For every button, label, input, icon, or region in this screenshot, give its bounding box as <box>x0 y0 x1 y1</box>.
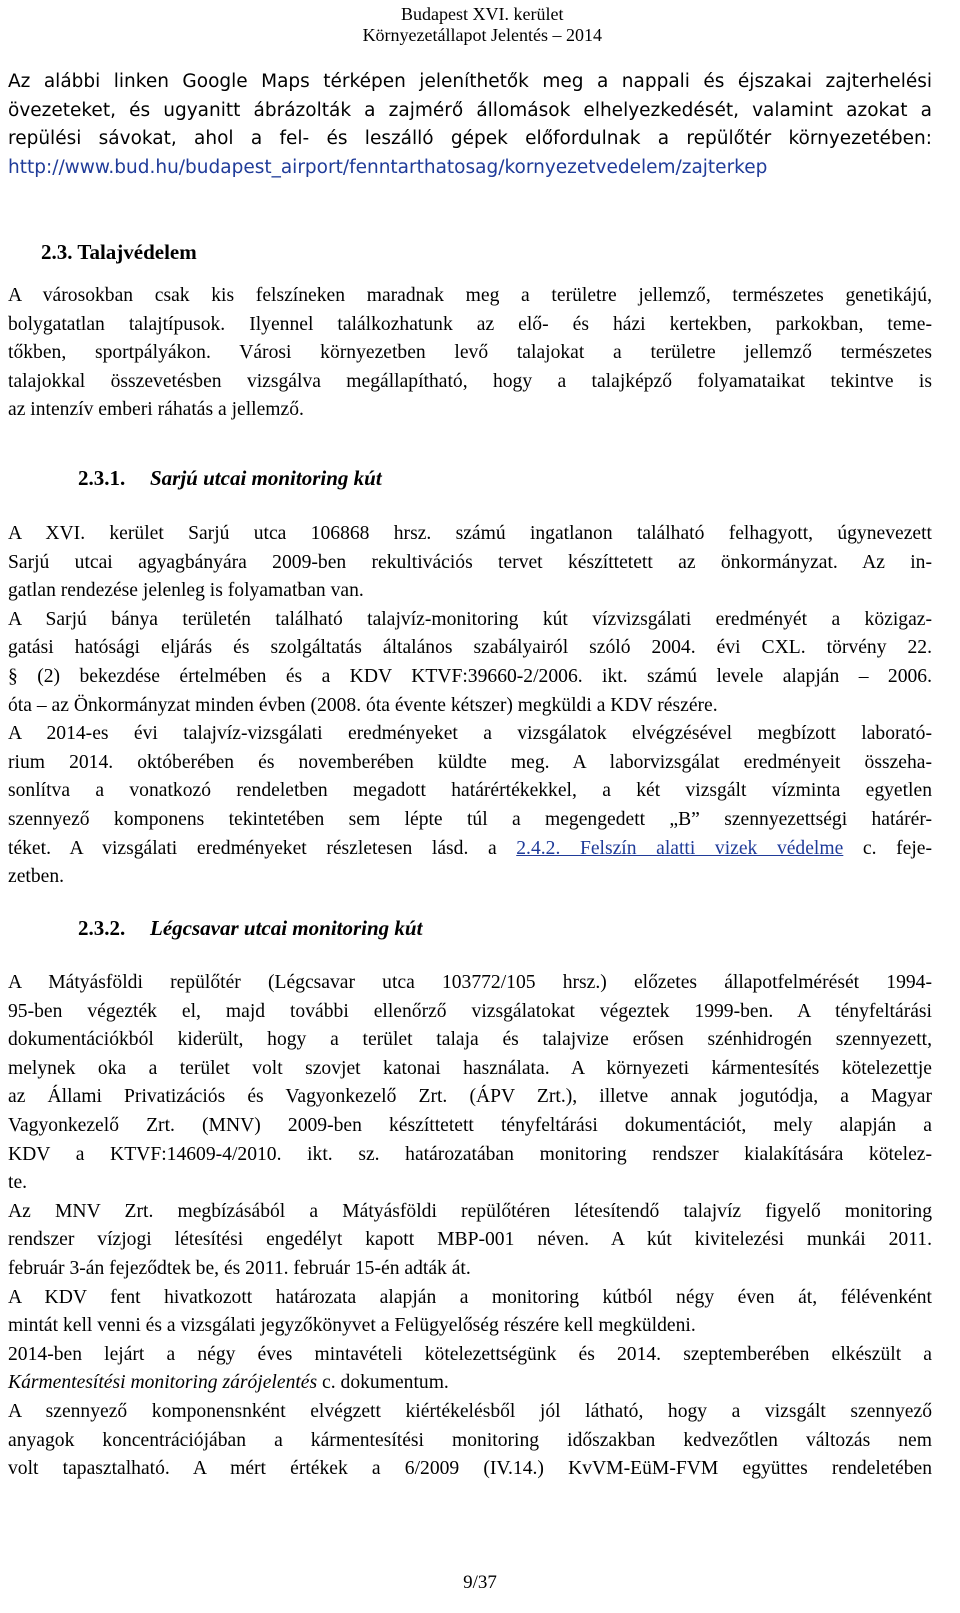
text-fragment: c. dokumentum. <box>317 1372 449 1394</box>
header-line-2: Környezetállapot Jelentés – 2014 <box>362 25 602 45</box>
text-line: óta – az Önkormányzat minden évben (2008. óta évente kétszer) megküldi a KDV részére. <box>8 694 718 716</box>
subsection-title: Légcsavar utcai monitoring kút <box>150 916 423 940</box>
text-line: volt tapasztalható. A mért értékek a 6/2009 (IV.14.) KvVM-EüM-FVM együttes rendeletében <box>8 1458 932 1480</box>
text-line: sonlítva a vonatkozó rendeletben megadott határértékekkel, a két vizsgált vízminta egyetlen <box>8 780 932 802</box>
text-line: Sarjú utcai agyagbányára 2009-ben rekultivációs tervet készíttetett az önkormányzat. Az in- <box>8 551 932 573</box>
document-title-italic: Kármentesítési monitoring zárójelentés <box>8 1372 318 1394</box>
text-line: rendszer vízjogi létesítési engedélyt kapott MBP-001 néven. A kút kivitelezési munkái 2011. <box>8 1229 932 1251</box>
talajvedelem-paragraph <box>8 282 932 425</box>
page-header <box>363 4 602 46</box>
noise-map-link[interactable]: http://www.bud.hu/budapest_airport/fenntarthatosag/kornyezetvedelem/zajterkep <box>8 156 768 178</box>
text-line: A Sarjú bánya területén található talajvíz-monitoring kút vízvizsgálati eredményét a közigaz- <box>8 608 932 630</box>
text-line: Az MNV Zrt. megbízásából a Mátyásföldi repülőtéren létesítendő talajvíz figyelő monitoring <box>8 1200 932 1222</box>
text-line: szennyező komponens tekintetében sem lépte túl a megengedett „B” szennyezettségi határér- <box>8 808 932 830</box>
section-heading-talajvedelem: 2.3. Talajvédelem <box>41 240 197 264</box>
subsection-number: 2.3.2. <box>78 916 126 940</box>
legcsavar-paragraph <box>8 969 932 1484</box>
text-line: 2014-ben lejárt a négy éves mintavételi kötelezettségünk és 2014. szeptemberében elkészült a <box>8 1343 932 1365</box>
text-line: gatási hatósági eljárás és szolgáltatás általános szabályairól szóló 2004. évi CXL. törvény 22. <box>8 637 932 659</box>
intro-paragraph <box>8 68 932 182</box>
text-line: bolygatatlan talajtípusok. Ilyennel találkozhatunk az elő- és házi kertekben, parkokban, teme- <box>8 313 932 335</box>
header-line-1: Budapest XVI. kerület <box>401 4 564 24</box>
text-line-with-italic <box>8 1369 932 1398</box>
text-line: Vagyonkezelő Zrt. (MNV) 2009-ben készíttetett tényfeltárási dokumentációt, mely alapján a <box>8 1114 932 1136</box>
text-line: az Állami Privatizációs és Vagyonkezelő Zrt. (ÁPV Zrt.), illetve annak jogutódja, a Magyar <box>8 1086 932 1108</box>
text-line: február 3-án fejeződtek be, és 2011. február 15-én adták át. <box>8 1257 471 1279</box>
page-number: 9/37 <box>463 1572 497 1593</box>
subsection-heading-legcsavar <box>78 916 422 941</box>
felszin-alatti-vizek-link[interactable]: 2.4.2. Felszín alatti vizek védelme <box>516 837 844 859</box>
text-line: 95-ben végezték el, majd további ellenőrző vizsgálatokat végeztek 1999-ben. A tényfeltárási <box>8 1000 932 1022</box>
text-line: dokumentációkból kiderült, hogy a terület talaja és talajvize erősen szénhidrogén szennyezett, <box>8 1029 932 1051</box>
text-line: A Mátyásföldi repülőtér (Légcsavar utca 103772/105 hrsz.) előzetes állapotfelmérését 1994- <box>8 972 932 993</box>
text-line: tőkben, sportpályákon. Városi környezetben levő talajokat a területre jellemző természetes <box>8 342 932 364</box>
text-line: A 2014-es évi talajvíz-vizsgálati eredményeket a vizsgálatok elvégzésével megbízott laborató- <box>8 723 932 745</box>
intro-line: Az alábbi linken Google Maps térképen jeleníthetők meg a nappali és éjszakai zajterhelési <box>8 71 932 92</box>
text-line: talajokkal összevetésben vizsgálva megállapítható, hogy a talajképző folyamataikat tekintve is <box>8 370 932 392</box>
text-line: az intenzív emberi ráhatás a jellemző. <box>8 399 304 421</box>
text-line: KDV a KTVF:14609-4/2010. ikt. sz. határozatában monitoring rendszer kialakítására kötelez- <box>8 1143 932 1165</box>
text-line: A KDV fent hivatkozott határozata alapján a monitoring kútból négy éven át, félévenként <box>8 1286 932 1308</box>
text-fragment: téket. A vizsgálati eredményeket részletesen lásd. a <box>8 837 517 859</box>
subsection-title: Sarjú utcai monitoring kút <box>150 466 382 490</box>
subsection-number: 2.3.1. <box>78 466 126 490</box>
text-line: A XVI. kerület Sarjú utca 106868 hrsz. számú ingatlanon található felhagyott, úgynevezett <box>8 523 932 544</box>
intro-line: övezeteket, és ugyanitt ábrázolták a zajmérő állomások elhelyezkedését, valamint azokat a <box>8 99 932 121</box>
text-line: anyagok koncentrációjában a kármentesítési monitoring időszakban kedvezőtlen változás nem <box>8 1429 932 1451</box>
text-line: zetben. <box>8 866 65 888</box>
text-line: mintát kell venni és a vizsgálati jegyzőkönyvet a Felügyelőség részére kell megküldeni. <box>8 1315 696 1337</box>
text-line: gatlan rendezése jelenleg is folyamatban van. <box>8 580 364 602</box>
text-line: A szennyező komponensnként elvégzett kiértékelésből jól látható, hogy a vizsgált szennyező <box>8 1400 932 1422</box>
text-line: A városokban csak kis felszíneken maradnak meg a területre jellemző, természetes genetikájú, <box>8 285 932 306</box>
intro-line: repülési sávokat, ahol a fel- és leszálló gépek előfordulnak a repülőtér környezetében: <box>8 128 932 149</box>
text-line: te. <box>8 1172 28 1194</box>
text-line: rium 2014. októberében és novemberében küldte meg. A laborvizsgálat eredményeit összeha- <box>8 751 932 773</box>
text-fragment: c. feje- <box>843 837 932 859</box>
text-line: § (2) bekezdése értelmében és a KDV KTVF:39660-2/2006. ikt. számú levele alapján – 2006. <box>8 665 932 687</box>
text-line-with-link <box>8 835 932 864</box>
subsection-heading-sarju <box>78 466 382 491</box>
sarju-paragraph <box>8 520 932 892</box>
text-line: melynek oka a terület volt szovjet katonai használata. A környezeti kármentesítés kötelezettje <box>8 1057 932 1079</box>
